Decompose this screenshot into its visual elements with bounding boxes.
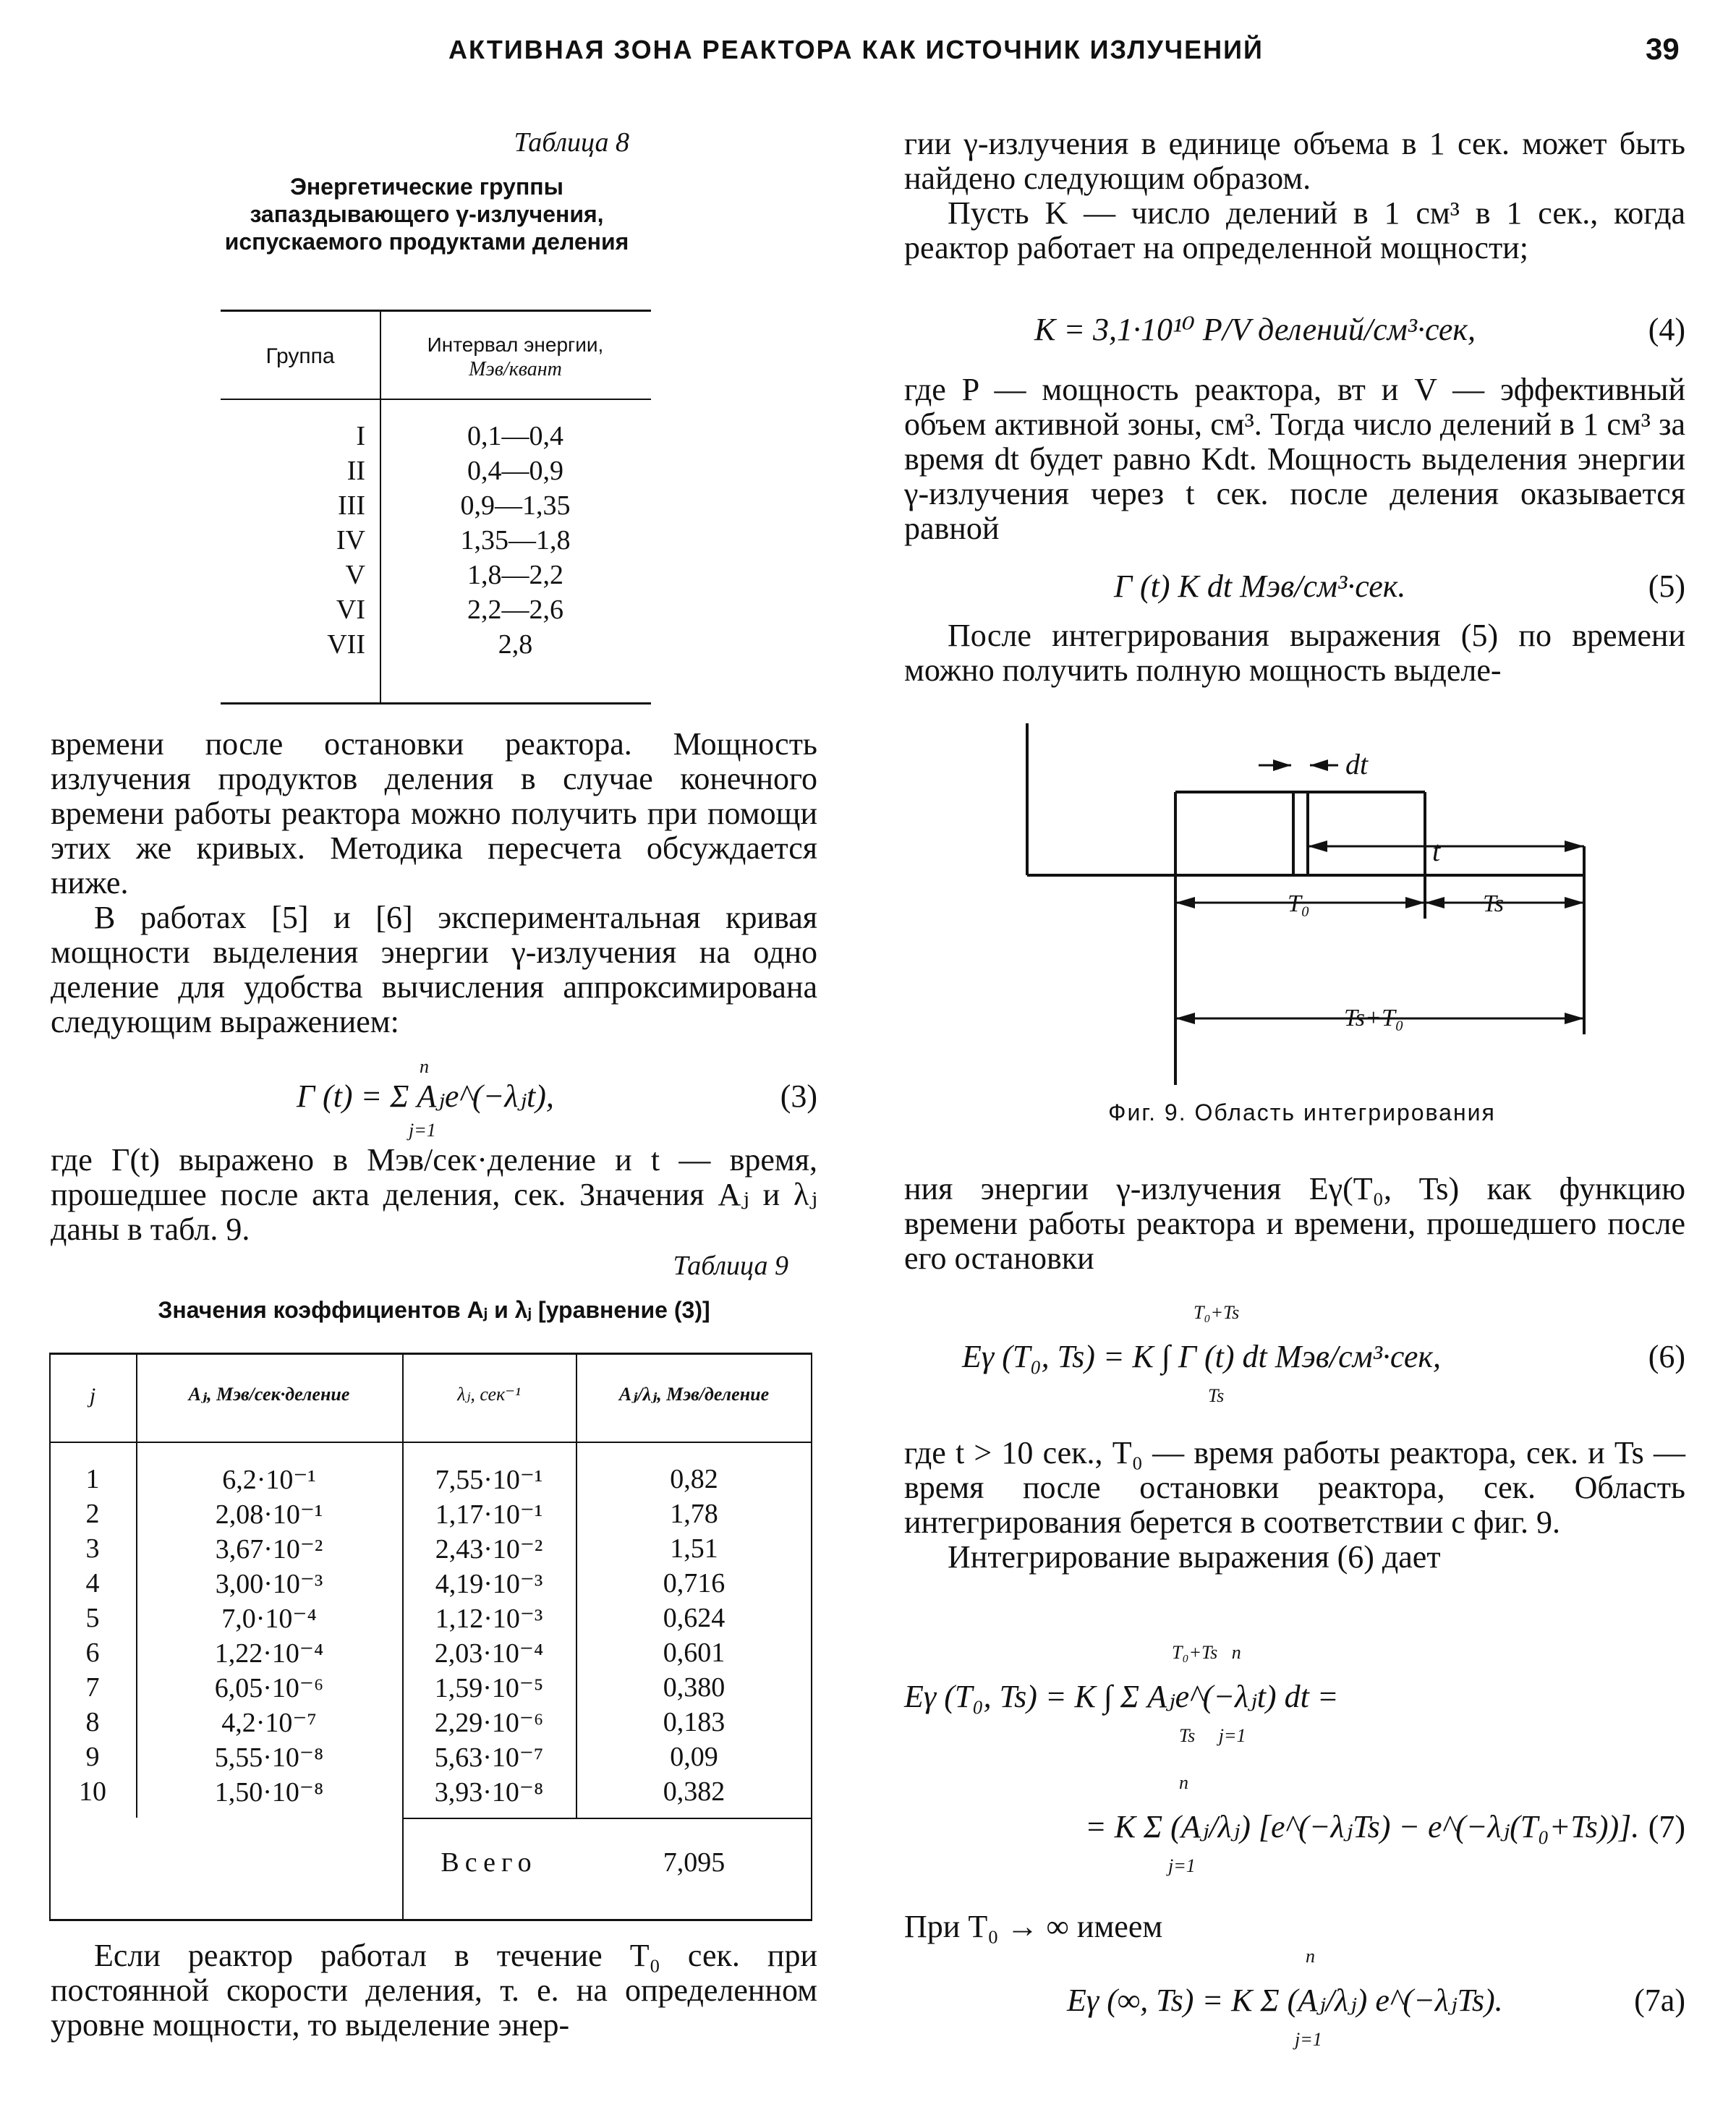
table9-cell-ratio: 0,716 [663,1568,726,1599]
right-paragraph-1: гии γ-излучения в единице объема в 1 сек. может быть найдено следующим образом. [904,126,1685,196]
left-paragraph-1: времени после остановки реактора. Мощность излучения продуктов деления в случае конечного времени работы реактора можно получить при помощи этих же кривых. Методика пересчета обсуждается ниже. [51,726,817,901]
table8-cell-group: V [345,560,365,590]
table9-cell-a: 1,22·10⁻⁴ [214,1638,324,1669]
eq4-formula: K = 3,1·10¹⁰ P/V делений/см³·сек, [1034,312,1476,347]
left-column-text [51,727,817,1039]
left-paragraph-2: В работах [5] и [6] экспериментальная кривая мощности выделения энергии γ-излучения на одно деление для удобства вычисления аппроксимирована следующим выражением: [51,900,817,1039]
table9-cell-ratio: 0,382 [663,1776,726,1807]
figure-9-caption [995,1099,1609,1126]
table9-cell-ratio: 1,78 [670,1499,718,1529]
table9-row [49,1672,812,1706]
left-column-text-2 [51,1143,817,1247]
table9-cell-a: 5,55·10⁻⁸ [214,1742,324,1773]
table9-cell-lambda: 2,43·10⁻² [435,1534,543,1565]
table9 [49,1353,812,1921]
right-paragraph-5: ния энергии γ-излучения Eγ(T₀, Ts) как функцию времени работы реактора и времени, прошедшего после его остановки [904,1171,1685,1276]
fig9-arrowhead-Ts-right [1565,897,1584,908]
table9-row [49,1776,812,1810]
eq5-formula: Γ (t) K dt Мэв/см³·сек. [1114,569,1406,604]
eq7a-number: (7a) [1634,1983,1685,2018]
table9-cell-a: 3,00·10⁻³ [215,1569,323,1599]
eq7c-formula: Eγ (∞, Ts) = K Σ (Aⱼ/λⱼ) e^(−λⱼTs). [1067,1983,1503,2018]
eq7b-formula: = K Σ (Aⱼ/λⱼ) [e^(−λⱼTs) − e^(−λⱼ(T₀+Ts))]. [1085,1809,1640,1844]
table8-row [221,455,651,490]
equation-5 [904,568,1685,611]
page-number: 39 [1646,32,1680,66]
table9-cell-ratio: 0,380 [663,1672,726,1703]
equation-7a [904,1946,1685,2076]
eq7-number: (7) [1648,1809,1685,1844]
table9-row [49,1741,812,1776]
table8 [221,310,651,705]
table9-cell-j: 3 [85,1533,100,1564]
table9-cell-lambda: 5,63·10⁻⁷ [434,1742,544,1773]
table9-cell-a: 4,2·10⁻⁷ [221,1708,317,1738]
table9-cell-j: 5 [85,1603,100,1633]
fig9-arrowhead-T0-right [1405,897,1425,908]
table9-row [49,1533,812,1567]
table9-cell-j: 8 [85,1707,100,1737]
table9-row [49,1463,812,1498]
fig9-arrowhead-Ts-left [1425,897,1444,908]
table8-cell-interval: 0,1—0,4 [467,421,563,451]
table8-header-rule [221,399,651,400]
eq7a-formula: Eγ (T₀, Ts) = K ∫ Σ Aⱼe^(−λⱼt) dt = [904,1679,1339,1714]
fig9-label-T0: T₀ [1288,890,1310,917]
table8-row [221,490,651,524]
left-column-text-3 [51,1938,817,2043]
table9-cell-j: 1 [85,1464,100,1494]
table9-cell-ratio: 0,624 [663,1603,726,1633]
table9-cell-ratio: 0,183 [663,1707,726,1737]
eq7b-upper-limit: n [1179,1772,1188,1793]
table8-cell-group: I [356,421,365,451]
eq3-formula: Γ (t) = Σ Aⱼe^(−λⱼt), [297,1078,554,1114]
right-paragraph-3: где P — мощность реактора, вт и V — эффективный объем активной зоны, см³. Тогда число делений в 1 см³ за время dt будет равно Kdt. Мощность выделения энергии γ-излучения через t сек. после деления оказывается равной [904,372,1685,546]
eq3-upper-limit: n [420,1056,429,1077]
table8-cell-interval: 0,9—1,35 [460,490,571,521]
table9-total-value: 7,095 [663,1847,726,1878]
table8-row [221,559,651,594]
fig9-arrowhead-T0-left [1175,897,1195,908]
table9-cell-a: 6,2·10⁻¹ [222,1465,316,1495]
table9-cell-lambda: 1,59·10⁻⁵ [434,1673,544,1703]
table9-row [49,1602,812,1637]
table8-block [224,127,629,255]
eq7b-lower-limit: j=1 [1168,1855,1196,1876]
table8-cell-interval: 1,35—1,8 [460,525,571,556]
right-paragraph-8: При T₀ → ∞ имеем [904,1909,1163,1944]
fig9-label-Ts-T0: Ts+T₀ [1344,1005,1404,1031]
table9-title: Значения коэффициентов Aⱼ и λⱼ [уравнение (3)] [158,1297,710,1323]
table8-col-interval: Интервал энергии, [427,333,604,356]
table9-block [51,1250,817,1324]
table9-header-rule [49,1442,812,1443]
table8-cell-interval: 0,4—0,9 [467,456,563,486]
table8-col-interval-unit: Мэв/квант [469,358,562,380]
fig9-label-t: t [1432,835,1441,867]
fig9-label-Ts: Ts [1483,890,1505,917]
table8-row [221,524,651,559]
table9-cell-a: 3,67·10⁻² [215,1534,323,1565]
eq7c-upper-limit: n [1306,1946,1315,1967]
table9-head-lambda: λⱼ, сек⁻¹ [457,1384,521,1405]
eq6-upper-limit: T₀+Ts [1194,1302,1240,1323]
table9-cell-lambda: 1,12·10⁻³ [435,1604,543,1634]
table8-row [221,594,651,629]
equation-4 [904,311,1685,354]
right-column-text-2 [904,373,1685,546]
right-column-text-6 [904,1910,1685,1944]
table8-label: Таблица 8 [514,127,629,158]
table9-head-a: Aⱼ, Мэв/сек·деление [188,1384,350,1405]
eq4-number: (4) [1648,312,1685,347]
table9-cell-a: 7,0·10⁻⁴ [221,1604,317,1634]
fig9-arrowhead-sum-right [1565,1013,1584,1024]
left-paragraph-4: Если реактор работал в течение T₀ сек. при постоянной скорости деления, т. е. на определенном уровне мощности, то выделение энер- [51,1938,817,2043]
table8-cell-interval: 2,2—2,6 [467,595,563,625]
table9-cell-lambda: 1,17·10⁻¹ [435,1499,543,1530]
table9-cell-lambda: 2,03·10⁻⁴ [434,1638,544,1669]
table9-cell-lambda: 2,29·10⁻⁶ [434,1708,544,1738]
fig9-arrowhead-dt-left [1273,759,1291,771]
right-column-text-5 [904,1436,1685,1575]
table8-cell-interval: 2,8 [498,629,533,660]
right-column-text-1 [904,127,1685,265]
eq7a-upper-limit: T₀+Ts n [1172,1642,1241,1663]
table9-cell-j: 7 [85,1672,100,1703]
table9-cell-j: 9 [85,1742,100,1772]
table8-row [221,420,651,455]
fig9-arrowhead-dt-right [1310,759,1328,771]
table9-cell-a: 1,50·10⁻⁸ [214,1777,324,1808]
eq3-lower-limit: j=1 [409,1120,436,1141]
equation-6 [904,1302,1685,1410]
table9-cell-ratio: 0,09 [670,1742,718,1772]
table9-cell-a: 2,08·10⁻¹ [215,1499,323,1530]
table9-head-ratio: Aⱼ/λⱼ, Мэв/деление [618,1384,770,1405]
table8-row [221,629,651,663]
table9-cell-j: 10 [79,1776,106,1807]
table9-row [49,1637,812,1672]
page-header [0,32,1736,78]
table9-cell-ratio: 0,601 [663,1638,726,1668]
table9-row [49,1706,812,1741]
table9-cell-ratio: 1,51 [670,1533,718,1564]
equation-7 [904,1642,1685,1895]
right-paragraph-6: где t > 10 сек., T₀ — время работы реактора, сек. и Ts — время после остановки реактора, сек. Область интегрирования берется в соответствии с фиг. 9. [904,1435,1685,1540]
table8-cell-interval: 1,8—2,2 [467,560,563,590]
table9-cell-ratio: 0,82 [670,1464,718,1494]
table9-row [49,1498,812,1533]
table9-head-j: j [89,1384,96,1408]
table9-total-label: Всего [441,1847,537,1878]
right-paragraph-4: После интегрирования выражения (5) по времени можно получить полную мощность выделе- [904,618,1685,688]
table9-row [49,1567,812,1602]
table8-title: Энергетические группы запаздывающего γ-излучения, испускаемого продуктами деления [224,174,629,255]
equation-3 [51,1056,817,1143]
running-title: АКТИВНАЯ ЗОНА РЕАКТОРА КАК ИСТОЧНИК ИЗЛУЧЕНИЙ [448,35,1264,64]
table8-cell-group: VI [336,595,365,625]
fig9-label-dt: dt [1345,748,1369,780]
table9-cell-lambda: 4,19·10⁻³ [435,1569,543,1599]
right-paragraph-2: Пусть K — число делений в 1 см³ в 1 сек., когда реактор работает на определенной мощности; [904,195,1685,265]
eq3-number: (3) [780,1078,817,1114]
figure-9 [998,716,1613,1092]
table9-cell-lambda: 7,55·10⁻¹ [435,1465,543,1495]
table9-cell-lambda: 3,93·10⁻⁸ [434,1777,544,1808]
table9-cell-j: 6 [85,1638,100,1668]
table9-label: Таблица 9 [673,1251,788,1281]
eq6-formula: Eγ (T₀, Ts) = K ∫ Γ (t) dt Мэв/см³·сек, [962,1339,1441,1374]
table8-col-group: Группа [265,344,335,368]
fig9-arrowhead-sum-left [1175,1013,1195,1024]
right-paragraph-7: Интегрирование выражения (6) дает [948,1539,1441,1575]
table9-cell-j: 4 [85,1568,100,1599]
eq5-number: (5) [1648,569,1685,604]
eq7c-lower-limit: j=1 [1295,2029,1322,2050]
eq6-lower-limit: Ts [1208,1385,1225,1406]
left-paragraph-3: где Γ(t) выражено в Мэв/сек·деление и t — время, прошедшее после акта деления, сек. Значения Aⱼ и λⱼ даны в табл. 9. [51,1142,817,1247]
fig9-arrowhead-t-left [1308,840,1327,852]
fig9-caption-text: Фиг. 9. Область интегрирования [1108,1099,1496,1125]
table8-cell-group: VII [327,629,365,660]
eq6-number: (6) [1648,1339,1685,1374]
table8-cell-group: IV [336,525,365,556]
table8-cell-group: III [338,490,365,521]
fig9-arrowhead-t-right [1565,840,1584,852]
table9-cell-a: 6,05·10⁻⁶ [214,1673,324,1703]
right-column-text-3 [904,618,1685,688]
eq7a-lower-limit: Ts j=1 [1179,1725,1246,1746]
table9-cell-j: 2 [85,1499,100,1529]
table8-cell-group: II [346,456,365,486]
right-column-text-4 [904,1172,1685,1276]
table9-total-rule [402,1818,812,1819]
